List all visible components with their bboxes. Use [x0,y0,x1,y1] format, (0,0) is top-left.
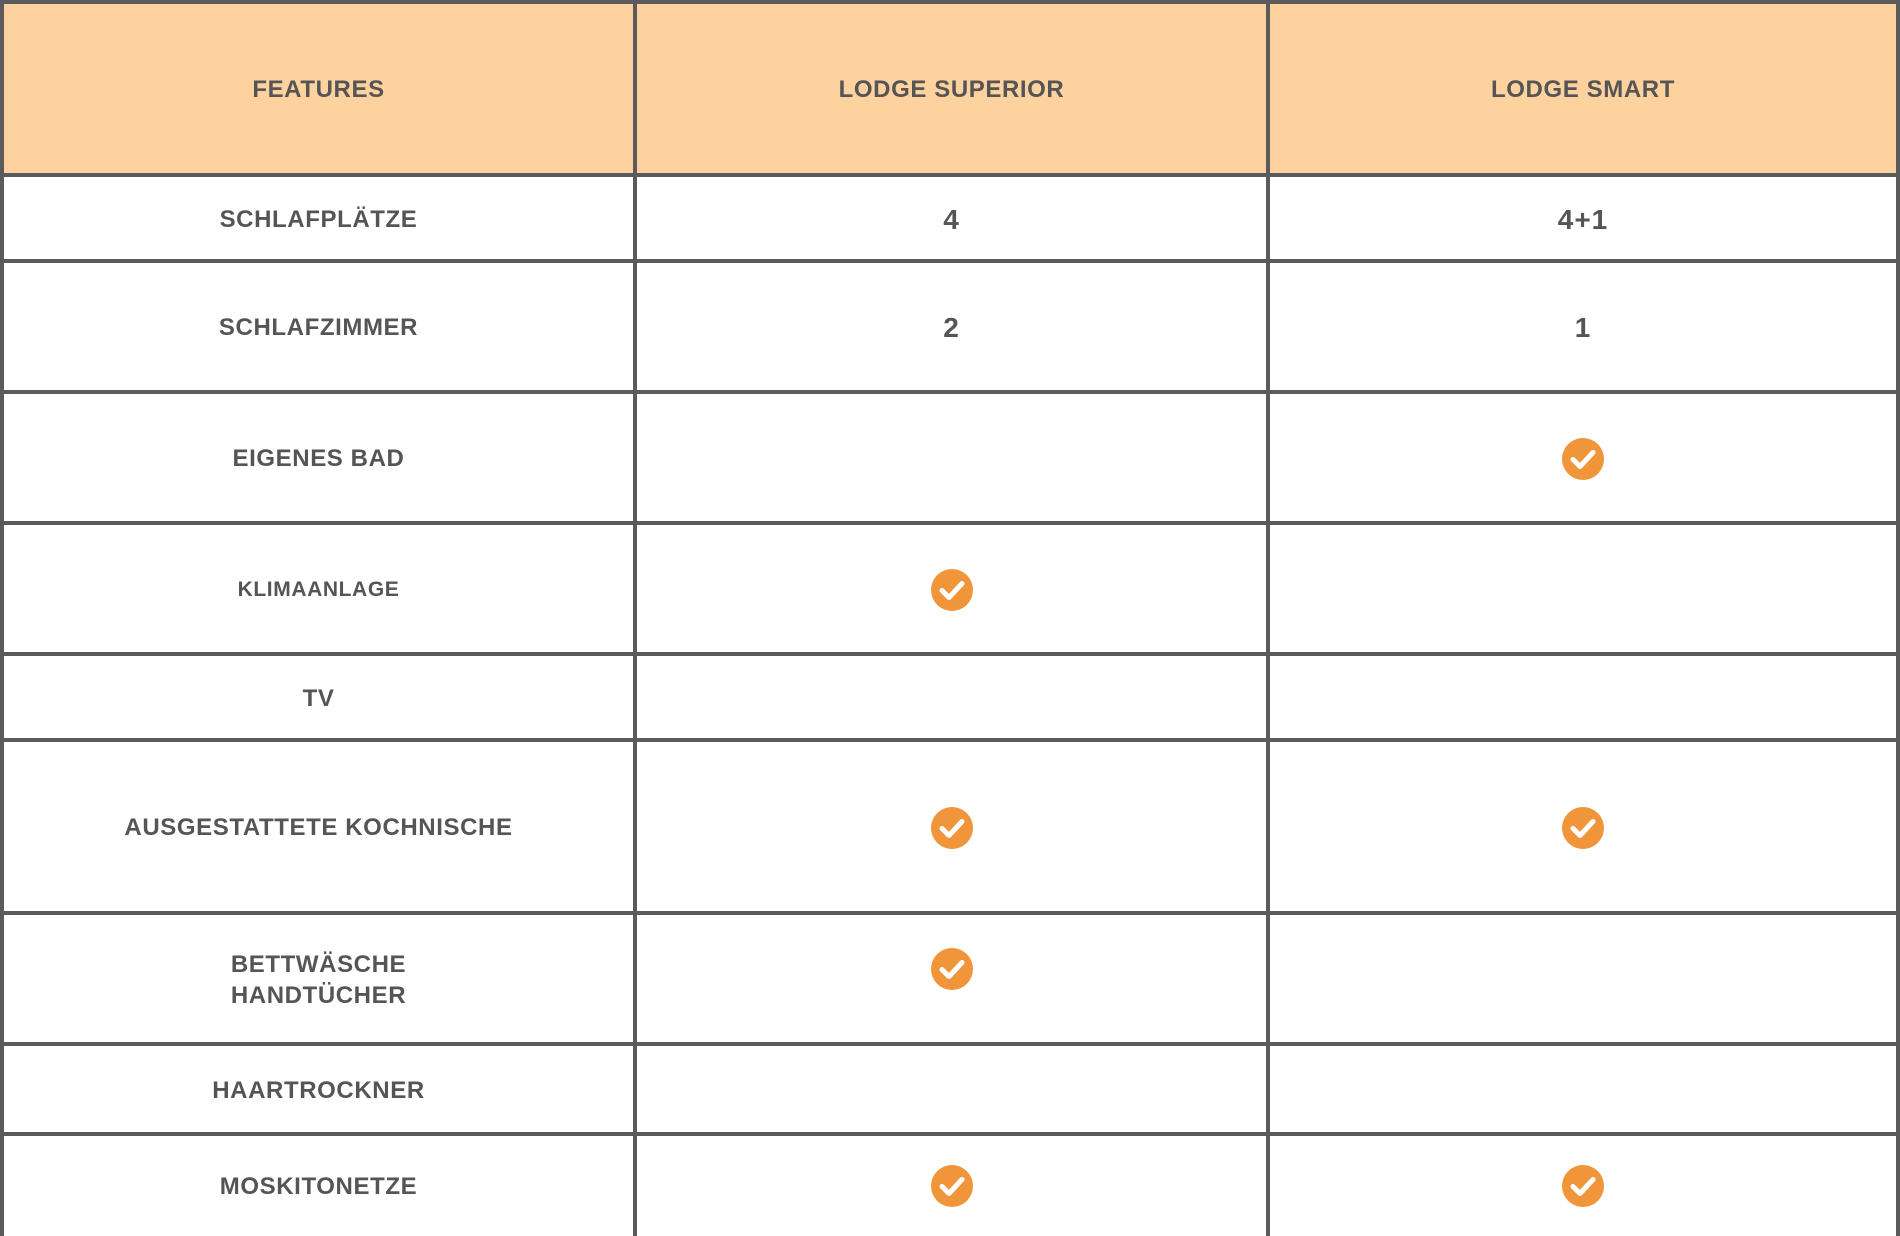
check-circle-icon [1562,438,1604,480]
feature-label: AUSGESTATTETE KOCHNISCHE [0,738,633,913]
smart-cell [1266,521,1900,654]
table-row [0,259,1900,392]
smart-cell [1266,652,1900,740]
smart-value: 4+1 [1266,173,1900,261]
superior-value: 2 [633,259,1266,392]
table-header-row [0,0,1900,175]
table-row [0,911,1900,1044]
table-row [0,173,1900,261]
table-row [0,652,1900,740]
header-lodge-smart: LODGE SMART [1266,0,1900,175]
superior-cell [633,1132,1266,1236]
table-row [0,521,1900,654]
table-row [0,1132,1900,1236]
check-circle-icon [931,948,973,990]
superior-cell [633,738,1266,913]
header-lodge-superior: LODGE SUPERIOR [633,0,1266,175]
check-circle-icon [1562,807,1604,849]
smart-cell [1266,1042,1900,1134]
feature-label: SCHLAFPLÄTZE [0,173,633,261]
superior-cell [633,1042,1266,1134]
superior-cell [633,521,1266,654]
feature-label: HAARTROCKNER [0,1042,633,1134]
feature-label: KLIMAANLAGE [0,521,633,654]
check-circle-icon [931,807,973,849]
feature-label-line: BETTWÄSCHE [230,950,407,978]
smart-cell [1266,911,1900,1044]
smart-cell [1266,390,1900,523]
superior-cell [633,652,1266,740]
feature-label-line: HANDTÜCHER [230,981,407,1009]
table-row [0,1042,1900,1134]
superior-value: 4 [633,173,1266,261]
superior-cell [633,911,1266,1044]
check-circle-icon [931,1165,973,1207]
smart-value: 1 [1266,259,1900,392]
header-features: FEATURES [0,0,633,175]
table-row [0,738,1900,913]
feature-label [0,911,633,1044]
check-circle-icon [1562,1165,1604,1207]
feature-label: SCHLAFZIMMER [0,259,633,392]
feature-label: EIGENES BAD [0,390,633,523]
check-circle-icon [931,569,973,611]
smart-cell [1266,738,1900,913]
table-row [0,390,1900,523]
feature-label: MOSKITONETZE [0,1132,633,1236]
superior-cell [633,390,1266,523]
feature-label: TV [0,652,633,740]
smart-cell [1266,1132,1900,1236]
